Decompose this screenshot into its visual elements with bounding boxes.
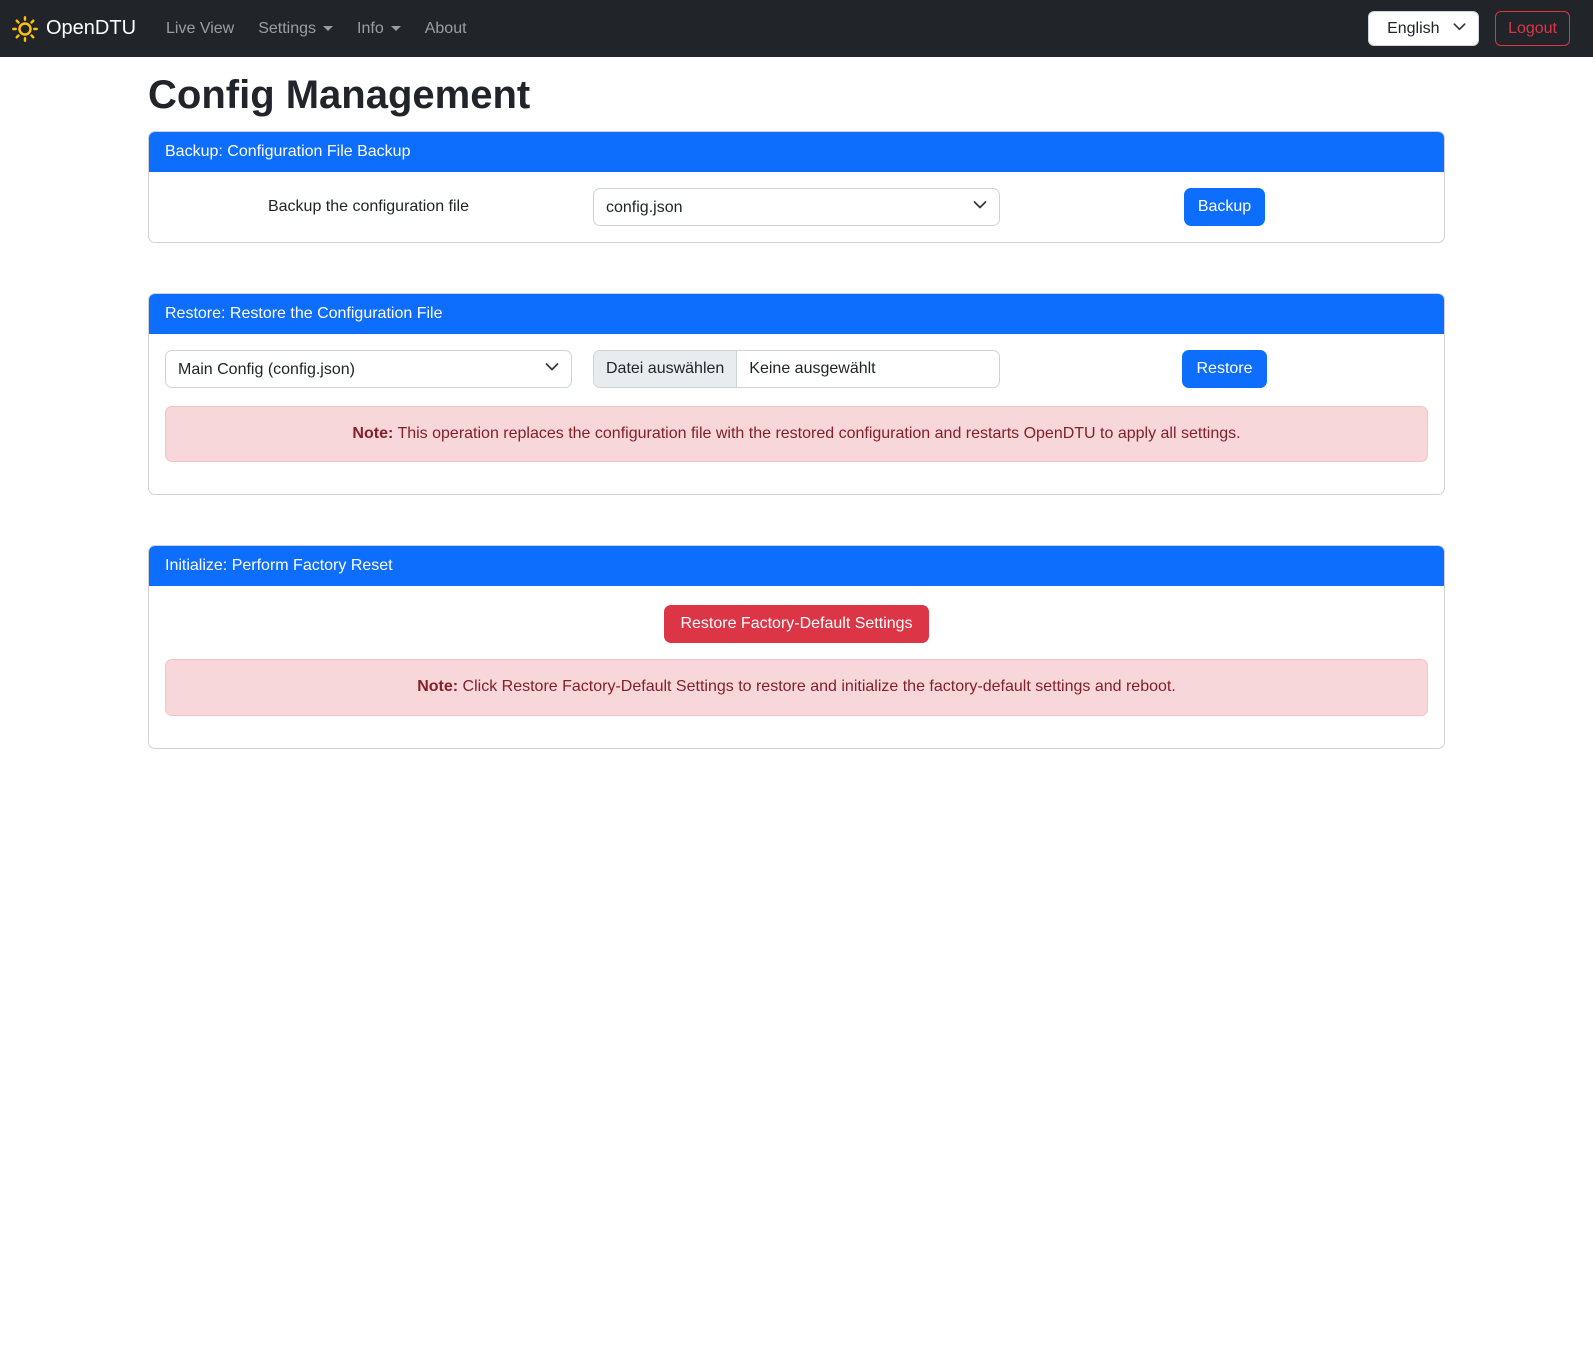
factory-reset-button[interactable]: Restore Factory-Default Settings bbox=[664, 605, 928, 643]
restore-card bbox=[148, 293, 1445, 495]
brand-link[interactable] bbox=[12, 16, 136, 42]
restore-button[interactable]: Restore bbox=[1182, 350, 1266, 388]
nav-item-about[interactable] bbox=[417, 12, 475, 46]
nav-item-label: About bbox=[424, 19, 467, 37]
note-label: Note: bbox=[352, 425, 394, 442]
restore-note-alert bbox=[165, 406, 1428, 462]
brand-label: OpenDTU bbox=[46, 17, 137, 39]
backup-card-header: Backup: Configuration File Backup bbox=[149, 132, 1444, 172]
restore-card-header: Restore: Restore the Configuration File bbox=[149, 294, 1444, 334]
main-content bbox=[136, 71, 1457, 749]
logout-button[interactable]: Logout bbox=[1495, 11, 1570, 46]
backup-file-select[interactable] bbox=[593, 188, 1000, 226]
backup-file-label: Backup the configuration file bbox=[267, 198, 469, 215]
factory-reset-card bbox=[148, 545, 1445, 748]
backup-button[interactable]: Backup bbox=[1184, 188, 1265, 226]
chevron-down-icon bbox=[391, 26, 401, 31]
note-text: This operation replaces the configuration file with the restored configuration and restarts OpenDTU to apply all settings. bbox=[393, 425, 1241, 442]
chevron-down-icon bbox=[323, 26, 333, 31]
sun-icon bbox=[12, 16, 38, 42]
navbar bbox=[0, 0, 1593, 57]
note-text: Click Restore Factory-Default Settings to restore and initialize the factory-default settings and reboot. bbox=[458, 678, 1176, 696]
backup-card bbox=[148, 131, 1445, 243]
language-select[interactable] bbox=[1368, 11, 1479, 46]
page-title: Config Management bbox=[148, 73, 531, 117]
nav-item-label: Live View bbox=[166, 19, 235, 37]
file-status-text: Keine ausgewählt bbox=[749, 360, 876, 377]
file-choose-button[interactable]: Datei auswählen bbox=[594, 351, 737, 387]
factory-reset-card-header: Initialize: Perform Factory Reset bbox=[149, 546, 1444, 586]
nav-item-label: Info bbox=[357, 19, 384, 37]
note-label: Note: bbox=[417, 678, 459, 696]
restore-config-select[interactable] bbox=[165, 350, 572, 388]
nav-item-settings[interactable] bbox=[250, 12, 341, 46]
restore-file-input[interactable] bbox=[593, 350, 1000, 388]
nav-item-live-view[interactable] bbox=[158, 12, 242, 46]
factory-reset-note-alert bbox=[165, 659, 1428, 715]
nav-item-label: Settings bbox=[258, 19, 317, 37]
nav-item-info[interactable] bbox=[349, 12, 409, 46]
